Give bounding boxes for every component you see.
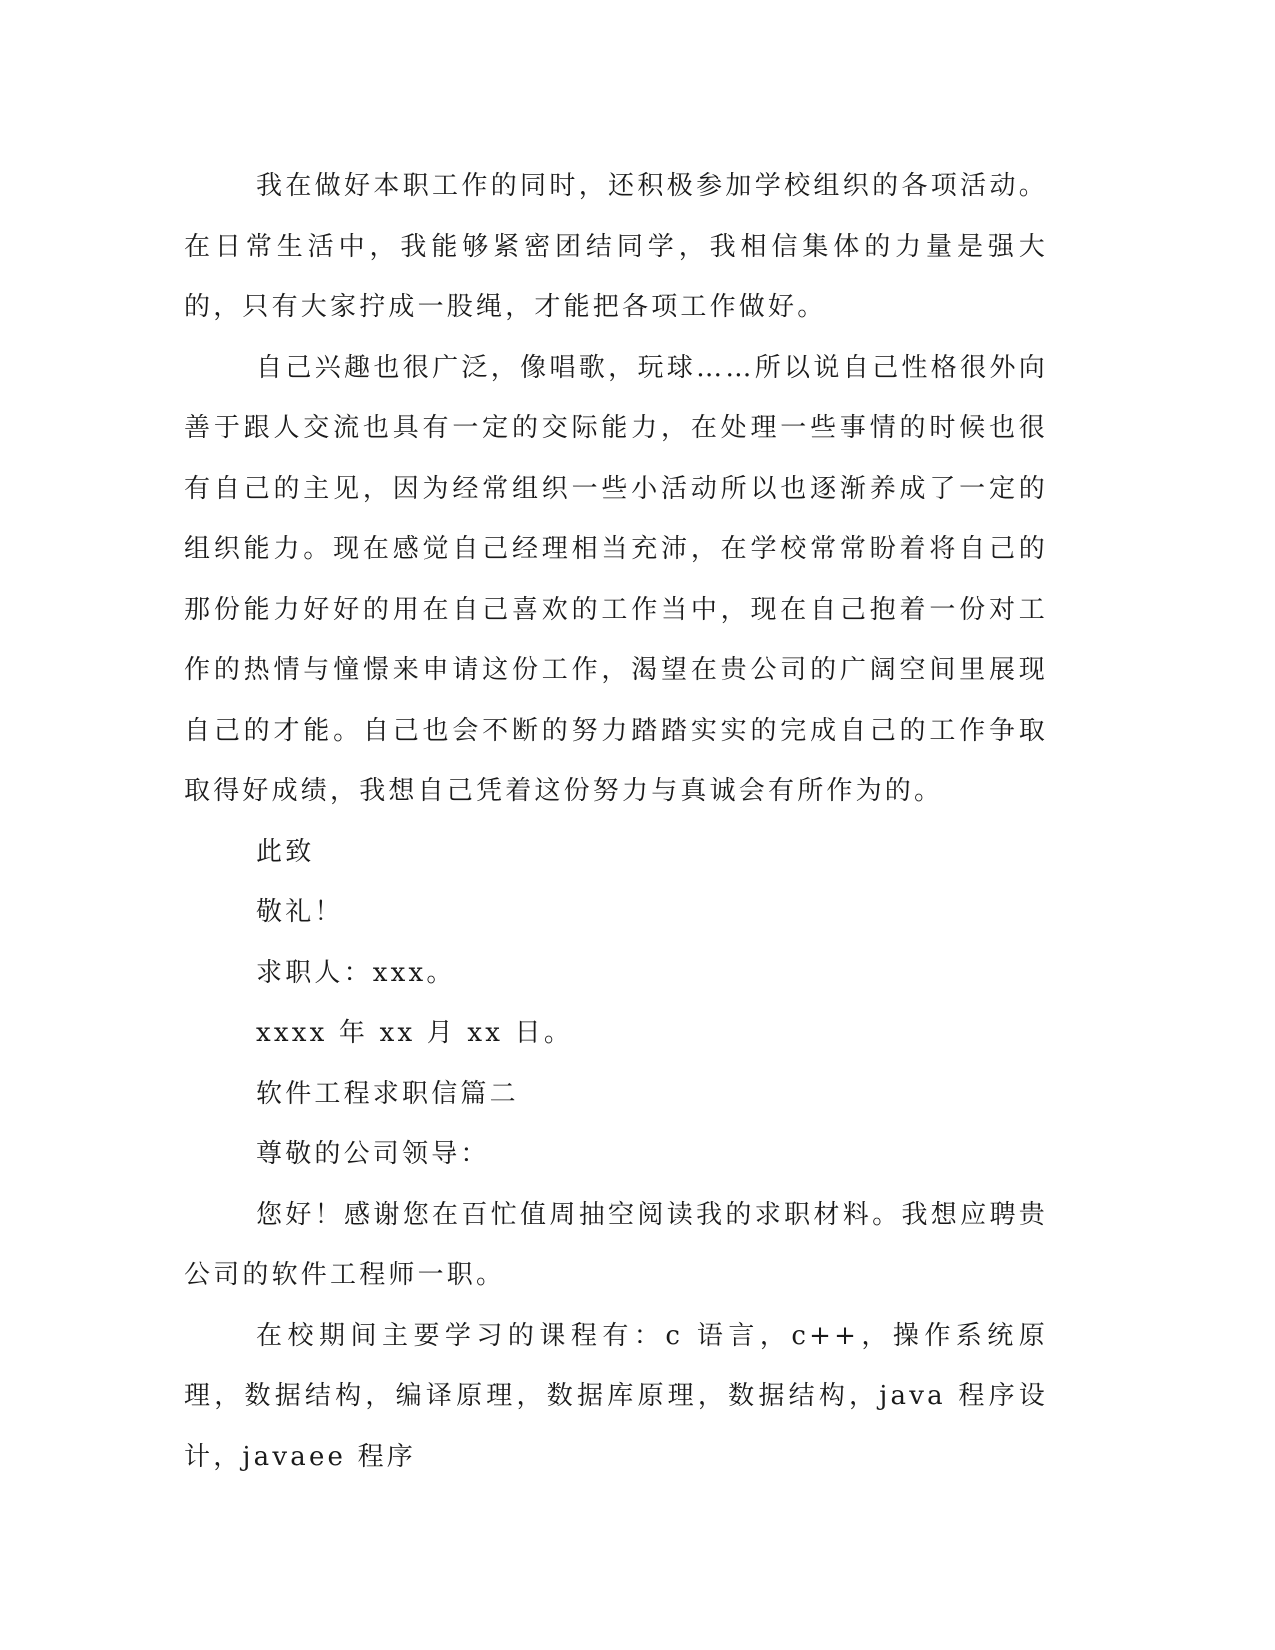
letter-date: xxxx 年 xx 月 xx 日。 [256,1018,574,1048]
paragraph-courses: 在校期间主要学习的课程有：c 语言，c++，操作系统原理，数据结构，编译原理，数据库原理，数据结构，java 程序设计，javaee 程序 [184,1320,1048,1472]
paragraph-interests: 自己兴趣也很广泛，像唱歌，玩球……所以说自己性格很外向善于跟人交流也具有一定的交际能力，在处理一些事情的时候也很有自己的主见，因为经常组织一些小活动所以也逐渐养成了一定的组织能力。现在感觉自己经理相当充沛，在学校常常盼着将自己的那份能力好好的用在自己喜欢的工作当中，现在自己抱着一份对工作的热情与憧憬来申请这份工作，渴望在贵公司的广阔空间里展现自己的才能。自己也会不断的努力踏踏实实的完成自己的工作争取取得好成绩，我想自己凭着这份努力与真诚会有所作为的。 [184,352,1048,806]
applicant-signature: 求职人：xxx。 [256,957,456,988]
closing-regards: 敬礼！ [256,897,344,927]
paragraph-intro: 您好！感谢您在百忙值周抽空阅读我的求职材料。我想应聘贵公司的软件工程师一职。 [184,1199,1048,1290]
paragraph-activities: 我在做好本职工作的同时，还积极参加学校组织的各项活动。在日常生活中，我能够紧密团结同学，我相信集体的力量是强大的，只有大家拧成一股绳，才能把各项工作做好。 [184,171,1048,322]
section-title: 软件工程求职信篇二 [256,1078,519,1109]
closing-salutation: 此致 [256,836,315,867]
document-body [184,156,1048,1487]
letter-greeting: 尊敬的公司领导： [256,1139,490,1169]
